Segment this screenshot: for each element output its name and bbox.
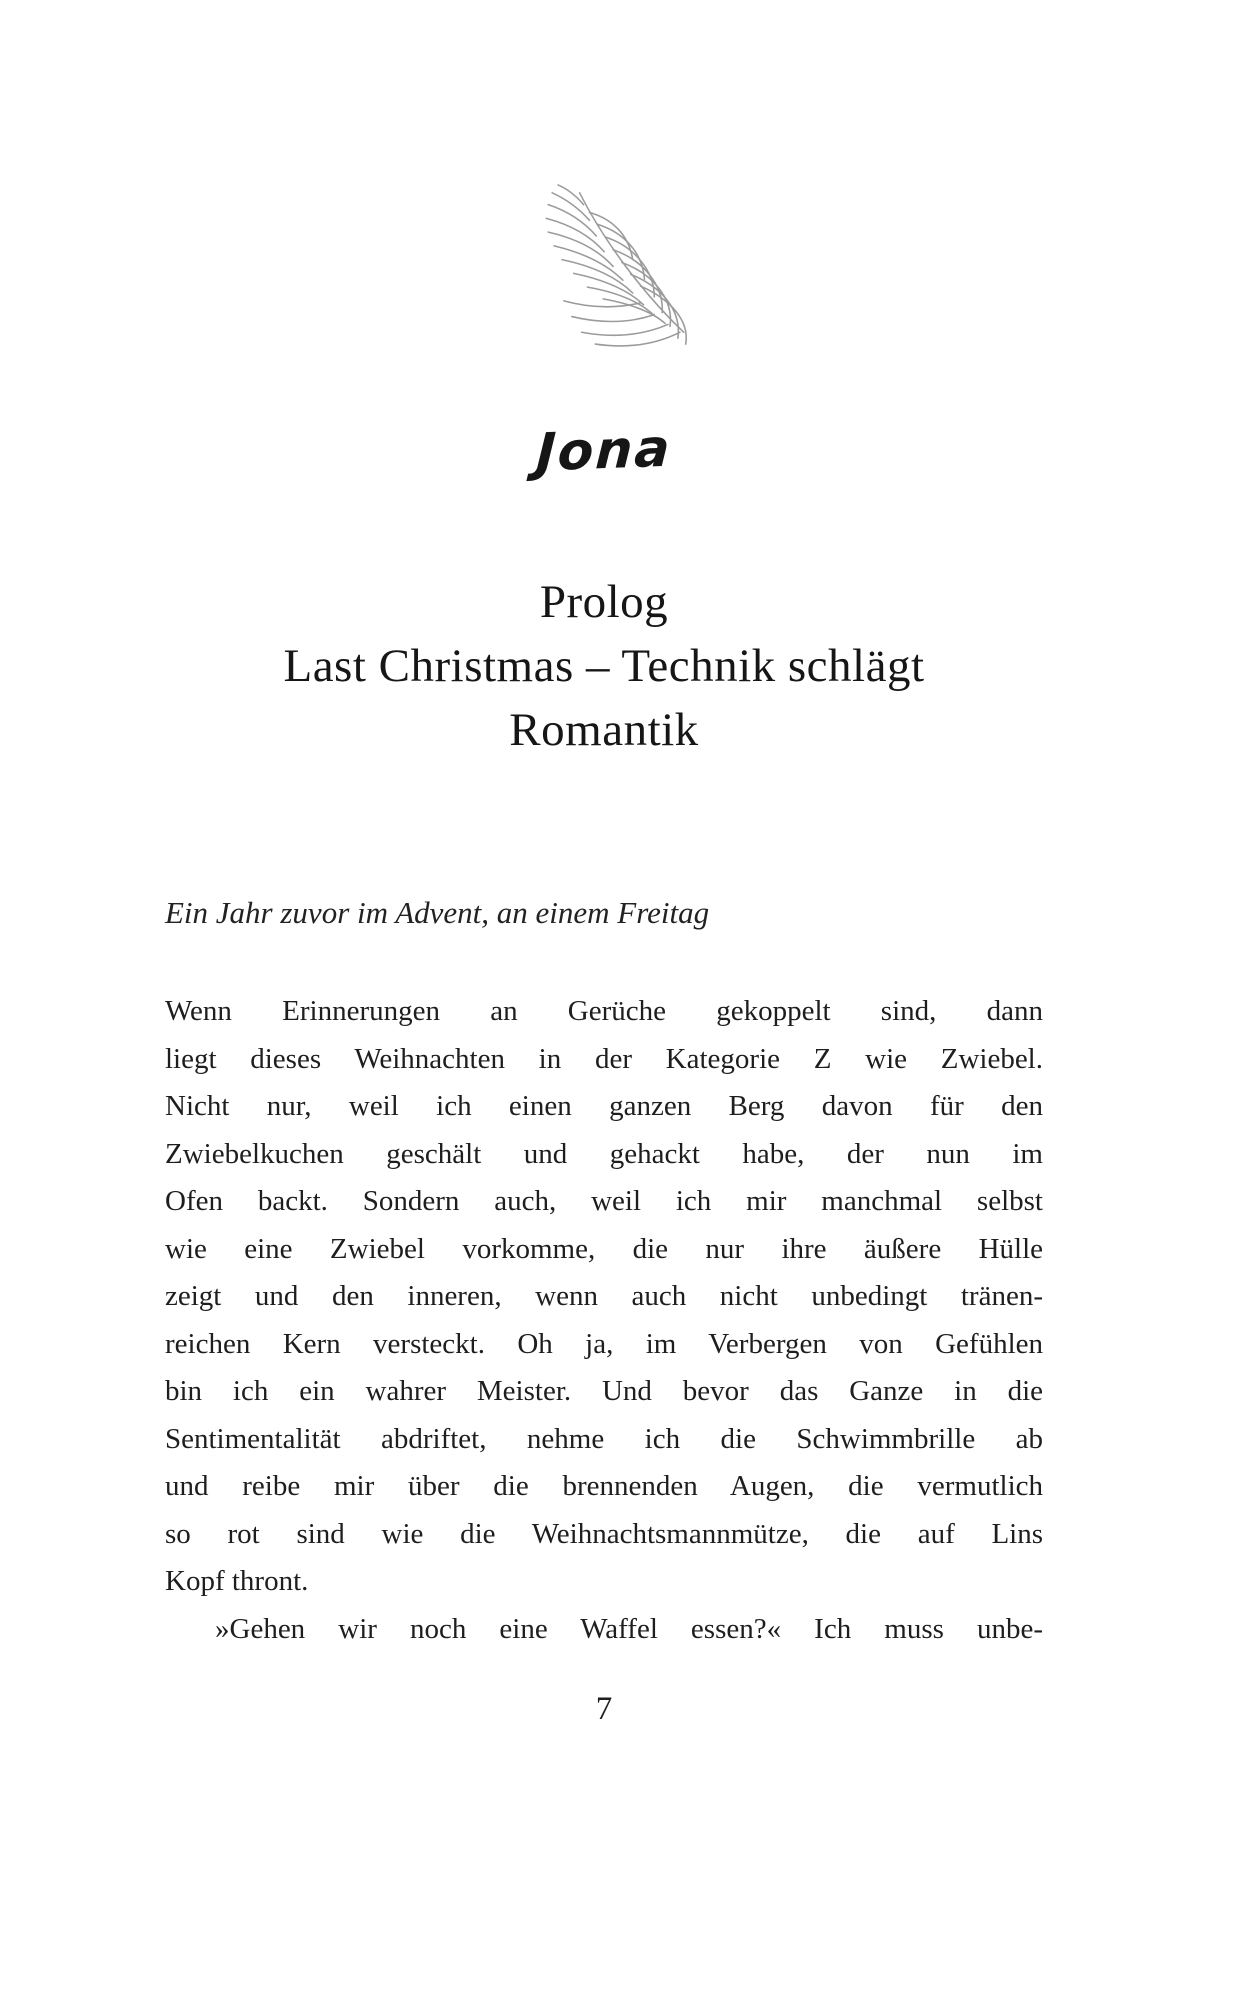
- body-line: reichen Kern versteckt. Oh ja, im Verbergen von Gefühlen: [165, 1327, 1043, 1360]
- body-line: Zwiebelkuchen geschält und gehackt habe, der nun im: [165, 1137, 1043, 1170]
- body-line: zeigt und den inneren, wenn auch nicht unbedingt tränen-: [165, 1280, 1043, 1312]
- chapter-title-line1: Last Christmas – Technik schlägt: [283, 640, 925, 692]
- body-line: Sentimentalität abdriftet, nehme ich die Schwimmbrille ab: [165, 1422, 1043, 1455]
- body-line: Kopf thront.: [165, 1565, 309, 1597]
- scene-dateline: Ein Jahr zuvor im Advent, an einem Freitag: [165, 895, 710, 930]
- body-line: und reibe mir über die brennenden Augen, die vermutlich: [165, 1470, 1043, 1502]
- body-line: Wenn Erinnerungen an Gerüche gekoppelt sind, dann: [165, 995, 1043, 1027]
- body-line: Nicht nur, weil ich einen ganzen Berg davon für den: [165, 1090, 1043, 1122]
- body-line: »Gehen wir noch eine Waffel essen?« Ich muss unbe-: [215, 1612, 1043, 1645]
- body-line: bin ich ein wahrer Meister. Und bevor das Ganze in die: [165, 1375, 1043, 1407]
- chapter-label: Prolog: [539, 576, 669, 628]
- body-line: so rot sind wie die Weihnachtsmannmütze, die auf Lins: [165, 1517, 1043, 1550]
- page-number: 7: [595, 1691, 613, 1727]
- body-text: [165, 988, 1043, 1653]
- body-line: wie eine Zwiebel vorkomme, die nur ihre äußere Hülle: [165, 1232, 1043, 1265]
- feather-leaf-illustration: [533, 183, 698, 348]
- body-line: liegt dieses Weihnachten in der Kategorie Z wie Zwiebel.: [165, 1042, 1043, 1075]
- chapter-title-line2: Romantik: [509, 704, 699, 756]
- author-name: Jona: [534, 418, 674, 484]
- chapter-heading: [165, 570, 1043, 762]
- body-line: Ofen backt. Sondern auch, weil ich mir manchmal selbst: [165, 1185, 1043, 1217]
